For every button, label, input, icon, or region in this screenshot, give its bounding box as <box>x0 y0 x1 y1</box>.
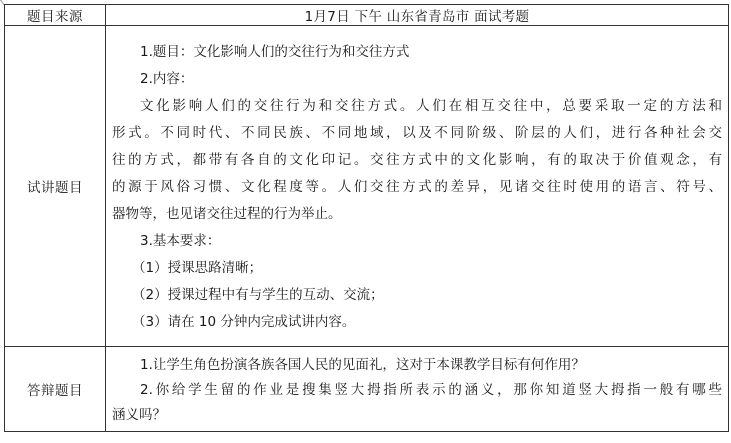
content-heading: 2.内容： <box>140 70 194 87</box>
source-label: 题目来源 <box>5 5 106 26</box>
trial-lecture-row <box>5 26 729 347</box>
requirements-heading: 3.基本要求： <box>140 232 221 249</box>
defense-question-2-line: 2.你给学生留的作业是搜集竖大拇指所表示的涵义，那你知道竖大拇指一般有哪些 <box>140 381 722 398</box>
paragraph-line: 的源于风俗习惯、文化程度等。人们交往方式的差异，见诸交往时使用的语言、符号、 <box>112 178 722 195</box>
exam-table <box>4 4 729 432</box>
requirement-item: （2）授课过程中有与学生的互动、交流； <box>132 286 384 303</box>
exam-title: 1月7日 下午 山东省青岛市 面试考题 <box>106 5 729 26</box>
trial-lecture-label: 试讲题目 <box>5 26 106 347</box>
defense-row <box>5 347 729 432</box>
requirement-item: （3）请在 10 分钟内完成试讲内容。 <box>132 313 356 330</box>
trial-lecture-content <box>106 26 729 347</box>
defense-question-2-line: 涵义吗？ <box>112 406 166 423</box>
paragraph-line: 器物等，也见诸交往过程的行为举止。 <box>112 205 342 222</box>
paragraph-line: 往的方式，都带有各自的文化印记。交往方式中的文化影响，有的取决于价值观念，有 <box>112 151 722 168</box>
table-header-row <box>5 5 729 26</box>
paragraph-line: 文化影响人们的交往行为和交往方式。人们在相互交往中，总要采取一定的方法和 <box>140 97 722 114</box>
defense-label: 答辩题目 <box>5 347 106 432</box>
topic-line: 1.题目：文化影响人们的交往行为和交往方式 <box>140 43 410 60</box>
requirement-item: （1）授课思路清晰； <box>132 259 263 276</box>
defense-content <box>106 347 729 432</box>
defense-question-1: 1.让学生角色扮演各族各国人民的见面礼，这对于本课教学目标有何作用？ <box>140 356 585 373</box>
paragraph-line: 形式。不同时代、不同民族、不同地域，以及不同阶级、阶层的人们，进行各种社会交 <box>112 124 722 141</box>
